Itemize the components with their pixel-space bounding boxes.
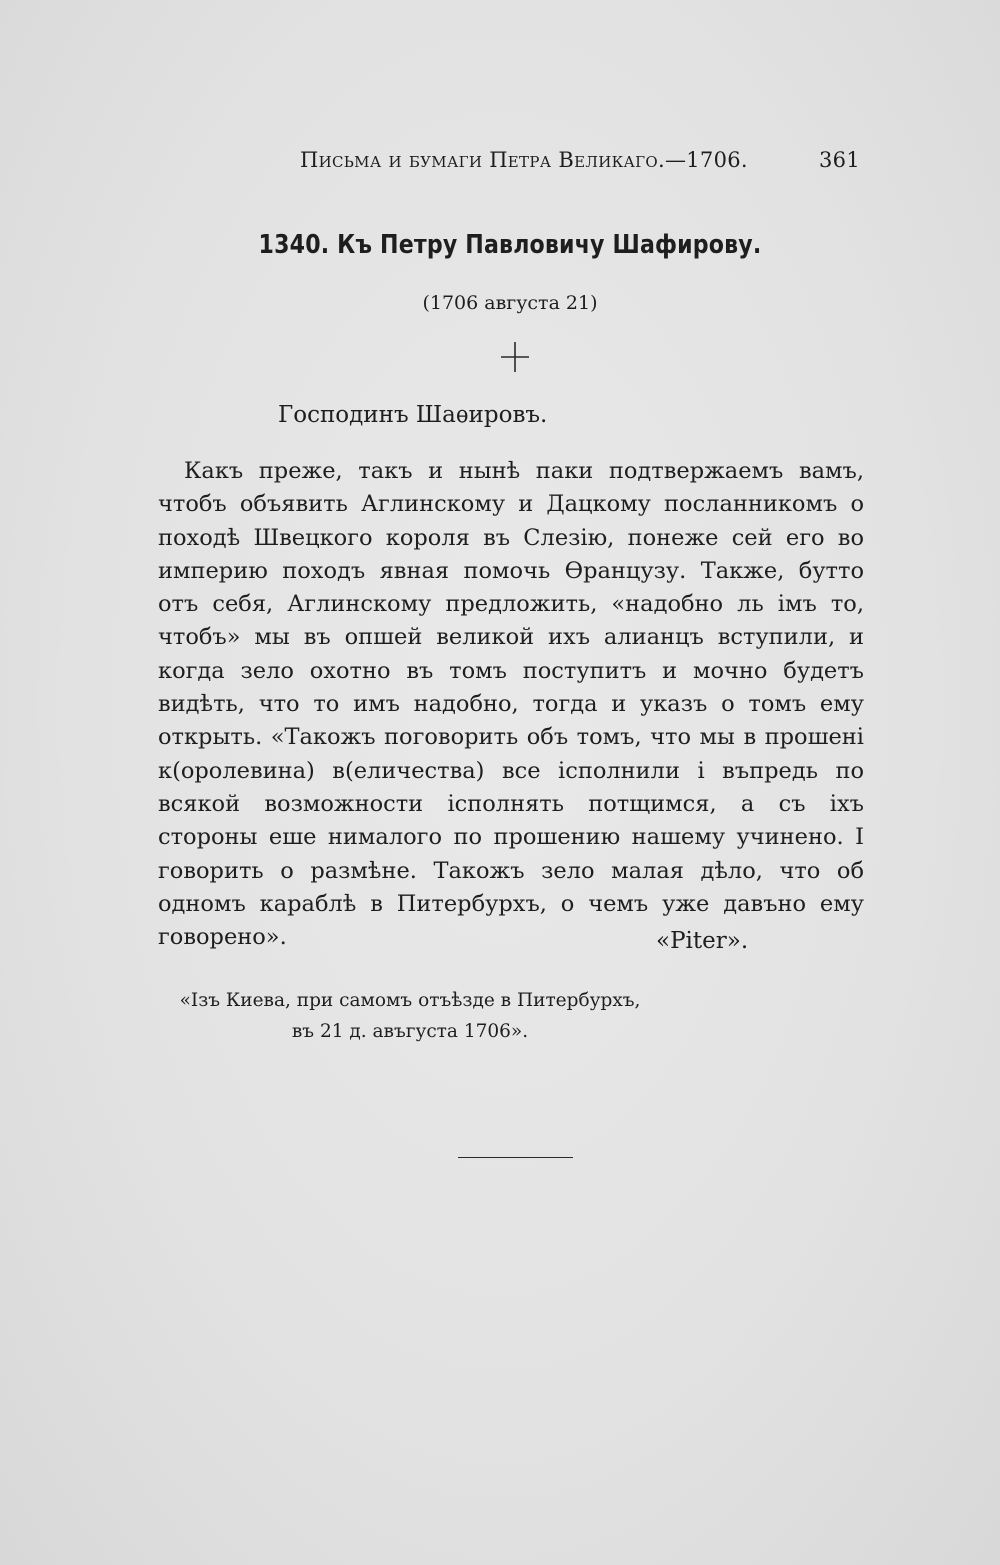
page-number: 361 (819, 148, 860, 172)
document-title: 1340. Къ Петру Павловичу Шафирову. (258, 230, 762, 260)
closing-note (0, 985, 820, 1047)
running-head-title: Письма и бумаги Петра Великаго.—1706. (300, 148, 748, 172)
cross-icon (500, 340, 530, 374)
running-head (300, 148, 860, 178)
signature: «Piter». (656, 928, 749, 954)
closing-note-line: въ 21 д. авъгуста 1706». (291, 1021, 529, 1042)
document-date: (1706 августа 21) (422, 292, 598, 314)
letter-paragraph: Какъ преже, такъ и нынѣ паки подтвержаемъ вамъ, чтобъ объявить Аглинскому и Дацкому посланникомъ о походѣ Швецкого короля въ Слезію, понеже сей его во империю походъ явная помочь Ѳранцузу. Также, бутто отъ себя, Аглинскому предложить, «надобно ль імъ то, чтобъ» мы въ опшей великой ихъ алианцъ вступили, и когда зело охотно въ томъ поступитъ и мочно будетъ видѣть, что то имъ надобно, тогда и указъ о томъ ему открыть. «Такожъ поговорить объ томъ, что мы в прошені к(оролевина) в(еличества) все ісполнили і въпредь по всякой возможности ісполнять потщимся, а съ іхъ стороны еше нималого по прошению нашему учинено. I говорить о размѣне. Такожъ зело малая дѣло, что об одномъ караблѣ в Питербурхъ, о чемъ уже давъно ему говорено». (158, 458, 864, 951)
end-rule (458, 1157, 573, 1158)
letter-body (158, 455, 864, 954)
closing-note-line: «Ізъ Киева, при самомъ отъѣзде в Питербурхъ, (179, 990, 641, 1011)
salutation: Господинъ Шаѳировъ. (278, 402, 548, 428)
